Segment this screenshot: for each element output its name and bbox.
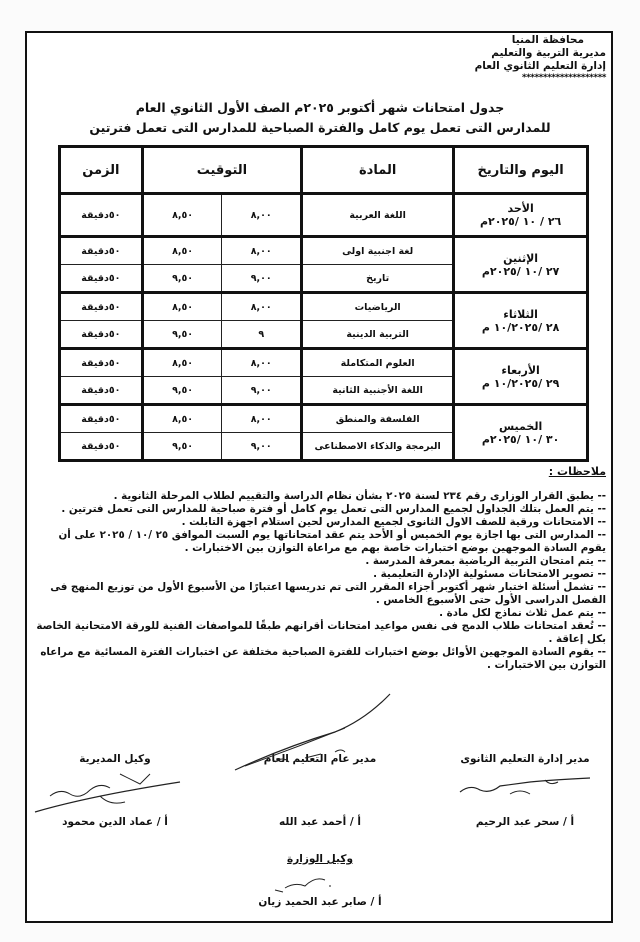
signature-name: أ / سحر عبد الرحيم <box>475 816 575 828</box>
note-item: -- تُعقد امتحانات طلاب الدمج فى نفس مواعيد امتحانات أقرانهم طبقًا للمواصفات الفنية للورقة الامتحانية الخاصة بكل إعاقة . <box>36 620 606 645</box>
directorate: مديرية التربية والتعليم <box>491 47 606 59</box>
header-subject: المادة <box>302 147 454 194</box>
subject-cell: الفلسفة والمنطق <box>302 405 454 433</box>
handwritten-signature-icon <box>30 766 190 816</box>
handwritten-signature-icon <box>450 768 600 808</box>
notes-heading: ملاحظات : <box>548 465 606 478</box>
duration-cell: ٥٠دقيقة <box>60 265 143 293</box>
separator-stars: ******************** <box>521 73 606 83</box>
subject-cell: تاريخ <box>302 265 454 293</box>
note-item: -- الامتحانات ورقية للصف الاول الثانوى لجميع المدارس لحين استلام اجهزة التابلت . <box>181 516 606 528</box>
table-row <box>60 349 588 377</box>
table-header-row <box>60 147 588 194</box>
handwritten-signature-icon <box>225 692 395 772</box>
day-cell <box>454 405 588 461</box>
start-time: ٨,٠٠ <box>222 194 302 237</box>
subject-cell: لغة اجنبية اولى <box>302 237 454 265</box>
duration-cell: ٥٠دقيقة <box>60 349 143 377</box>
note-item: -- يتم العمل بتلك الجداول لجميع المدارس التى تعمل يوم كامل أو فترة صباحية للمدارس التى تعمل فترتين . <box>61 503 606 515</box>
day-date: ٢٧ /١٠ /٢٠٢٥م <box>481 264 560 278</box>
end-time: ٩,٥٠ <box>142 433 222 461</box>
day-cell <box>454 349 588 405</box>
day-cell <box>454 237 588 293</box>
subject-cell: التربية الدينية <box>302 321 454 349</box>
issuer-header <box>475 34 606 83</box>
day-cell <box>454 293 588 349</box>
signature-directorate-deputy <box>40 752 190 832</box>
end-time: ٩,٥٠ <box>142 265 222 293</box>
end-time: ٨,٥٠ <box>142 293 222 321</box>
table-row <box>60 194 588 237</box>
note-item: -- يقوم السادة الموجهين الأوائل بوضع اختبارات للفترة الصباحية مختلفة عن اختبارات الفترة المسائية مع مراعاه التوازن بين الاختبارات . <box>40 646 606 671</box>
signature-secondary-director <box>450 752 600 832</box>
start-time: ٨,٠٠ <box>222 293 302 321</box>
duration-cell: ٥٠دقيقة <box>60 321 143 349</box>
signature-name: أ / أحمد عبد الله <box>278 816 362 828</box>
table-row <box>60 405 588 433</box>
day-name: الإثنين <box>503 251 539 265</box>
subject-cell: العلوم المتكاملة <box>302 349 454 377</box>
day-name: الخميس <box>498 419 543 433</box>
end-time: ٨,٥٠ <box>142 194 222 237</box>
header-day-date: اليوم والتاريخ <box>454 147 588 194</box>
subject-cell: اللغة الأجنبية الثانية <box>302 377 454 405</box>
signature-role: وكيل الوزارة <box>287 853 353 865</box>
administration: إدارة التعليم الثانوي العام <box>474 60 606 72</box>
note-item: -- تشمل أسئلة اختبار شهر أكتوبر أجزاء المقرر التى تم تدريسها اعتبارًا من الأسبوع الأول من توزيع المنهج فى الفصل الدراسى الأول حتى الأسبوع الخامس . <box>50 581 606 606</box>
start-time: ٩ <box>222 321 302 349</box>
signature-name: أ / عماد الدين محمود <box>62 816 168 828</box>
note-item: -- يتم عمل ثلاث نماذج لكل مادة . <box>439 607 606 619</box>
header-timing: التوقيت <box>142 147 301 194</box>
schedule-subtitle: للمدارس التى تعمل يوم كامل والفترة الصباحية للمدارس التى تعمل فترتين <box>89 120 551 135</box>
day-date: ٢٨ /١٠/٢٠٢٥ م <box>481 320 560 334</box>
note-item: -- يتم امتحان التربية الرياضية بمعرفة المدرسة . <box>365 555 606 567</box>
table-row <box>60 237 588 265</box>
duration-cell: ٥٠دقيقة <box>60 293 143 321</box>
end-time: ٩,٥٠ <box>142 321 222 349</box>
subject-cell: اللغة العربية <box>302 194 454 237</box>
end-time: ٨,٥٠ <box>142 349 222 377</box>
signature-general-director <box>245 752 395 832</box>
day-cell <box>454 194 588 237</box>
schedule-title: جدول امتحانات شهر أكتوبر ٢٠٢٥م الصف الأول الثانوي العام <box>135 100 505 115</box>
signature-role: مدير إدارة التعليم الثانوى <box>460 753 590 765</box>
signature-name: أ / صابر عبد الحميد زيان <box>258 896 382 908</box>
notes-list <box>36 490 606 672</box>
signature-role: مدير عام التعليم العام <box>263 753 377 765</box>
end-time: ٩,٥٠ <box>142 377 222 405</box>
start-time: ٨,٠٠ <box>222 405 302 433</box>
table-row <box>60 293 588 321</box>
exam-schedule-table <box>58 145 589 462</box>
day-date: ٢٩ /١٠/٢٠٢٥ م <box>481 376 560 390</box>
duration-cell: ٥٠دقيقة <box>60 237 143 265</box>
signature-role: وكيل المديرية <box>79 753 151 765</box>
handwritten-signature-icon <box>245 866 395 896</box>
governorate: محافظة المنيا <box>511 34 584 46</box>
duration-cell: ٥٠دقيقة <box>60 405 143 433</box>
duration-cell: ٥٠دقيقة <box>60 194 143 237</box>
start-time: ٩,٠٠ <box>222 433 302 461</box>
end-time: ٨,٥٠ <box>142 405 222 433</box>
signature-ministry-deputy <box>245 852 395 922</box>
start-time: ٨,٠٠ <box>222 349 302 377</box>
end-time: ٨,٥٠ <box>142 237 222 265</box>
start-time: ٨,٠٠ <box>222 237 302 265</box>
day-name: الأربعاء <box>501 363 540 377</box>
day-date: ٣٠ /١٠ /٢٠٢٥م <box>481 432 560 446</box>
duration-cell: ٥٠دقيقة <box>60 433 143 461</box>
subject-cell: الرياضيات <box>302 293 454 321</box>
header-duration: الزمن <box>60 147 143 194</box>
day-name: الثلاثاء <box>503 307 538 321</box>
duration-cell: ٥٠دقيقة <box>60 377 143 405</box>
note-item: -- المدارس التى بها اجازة يوم الخميس أو الأحد يتم عقد امتحاناتها يوم السبت الموافق ٢٥ /١٠ / ٢٠٢٥ على أن يقوم السادة الموجهين بوضع اختبارات خاصة بهم مع مراعاة التوازن بين الاختبارات . <box>58 529 606 554</box>
day-date: ٢٦ / ١٠ /٢٠٢٥م <box>479 215 562 228</box>
start-time: ٩,٠٠ <box>222 265 302 293</box>
start-time: ٩,٠٠ <box>222 377 302 405</box>
subject-cell: البرمجة والذكاء الاصطناعى <box>302 433 454 461</box>
note-item: -- تصوير الامتحانات مسئولية الإدارة التعليمية . <box>373 568 606 580</box>
day-name: الأحد <box>507 202 534 215</box>
note-item: -- يطبق القرار الوزارى رقم ٢٣٤ لسنة ٢٠٢٥ بشأن نظام الدراسة والتقييم لطلاب المرحلة الثانوية . <box>113 490 606 502</box>
